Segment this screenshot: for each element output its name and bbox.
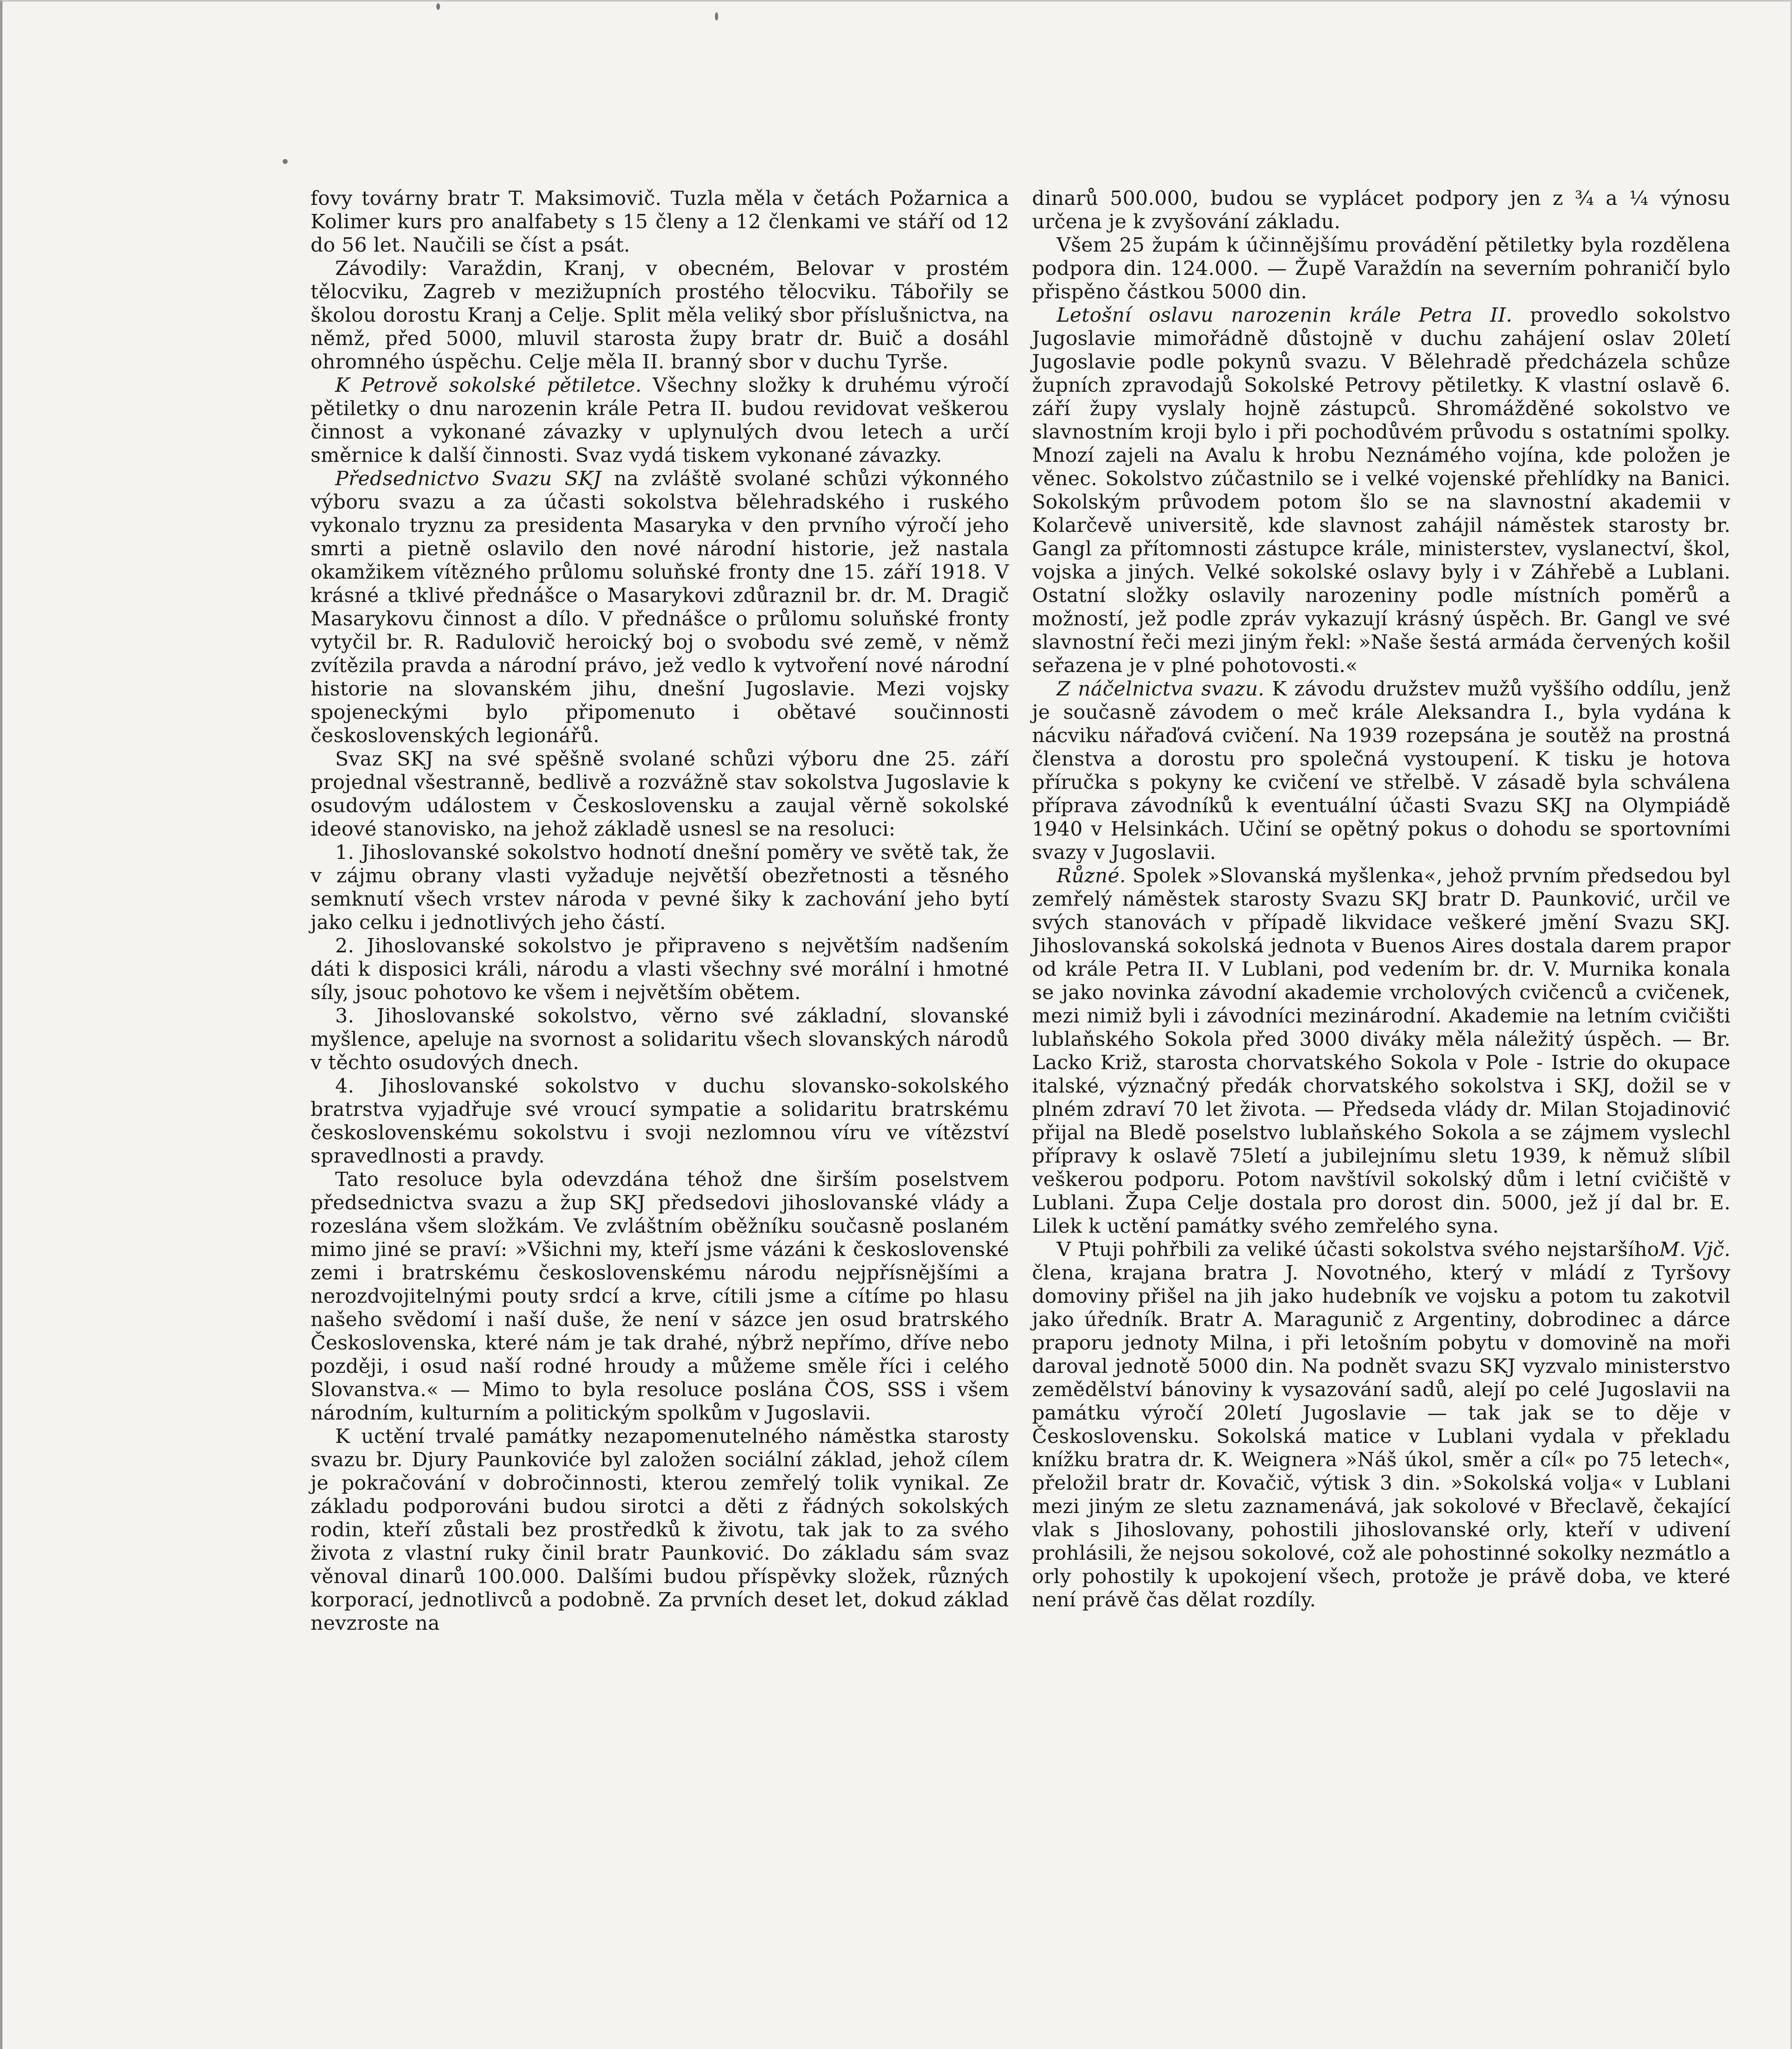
paragraph-text: fovy továrny bratr T. Maksimovič. Tuzla měla v četách Požarnica a Kolimer kurs pro analfabety s 15 členy a 12 členkami ve stáří od 12 do 56 let. Naučili se číst a psát. bbox=[311, 187, 1009, 257]
paragraph bbox=[1032, 234, 1731, 304]
paragraph-text: dinarů 500.000, budou se vyplácet podpory jen z ¾ a ¼ výnosu určena je k zvyšování základu. bbox=[1032, 187, 1731, 233]
paragraph-text: Závodily: Varaždin, Kranj, v obecném, Belovar v prostém tělocviku, Zagreb v mezižupních prostého tělocviku. Tábořily se školou dorostu Kranj a Celje. Split měla veliký sbor příslušnictva, na němž, před 5000, mluvil starosta župy bratr dr. Buič a dosáhl ohromného úspěchu. Celje měla II. branný sbor v duchu Tyrše. bbox=[311, 257, 1009, 373]
paragraph bbox=[311, 257, 1009, 374]
section-lead: Různé. bbox=[1057, 864, 1126, 887]
left-column bbox=[311, 187, 1009, 1635]
paragraph-text: K uctění trvalé památky nezapomenutelného náměstka starosty svazu br. Djury Paunkovićе byl založen sociální základ, jehož cílem je pokračování v dobročinnosti, kterou zemřelý tolik vynikal. Ze základu podporováni budou sirotci a děti z řádných sokolských rodin, kteří zůstali bez prostředků k životu, tak jak to za svého života z vlastní ruky činil bratr Paunković. Do základu sám svaz věnoval dinarů 100.000. Dalšími budou příspěvky složek, různých korporací, jednotlivců a podobně. Za prvních deset let, dokud základ nevzroste na bbox=[311, 1425, 1009, 1635]
paragraph bbox=[311, 1074, 1009, 1168]
paragraph bbox=[311, 374, 1009, 467]
dust-speck bbox=[715, 12, 718, 20]
section-lead: Z náčelnictva svazu. bbox=[1057, 677, 1265, 700]
section-lead: Předsednictvo Svazu SKJ bbox=[335, 467, 601, 490]
paragraph bbox=[311, 841, 1009, 934]
dust-speck bbox=[283, 159, 288, 164]
paragraph-text: Všem 25 župám k účinnějšímu provádění pětiletky byla rozdělena podpora din. 124.000. — Župě Varaždín na severním pohraničí bylo přispěno částkou 5000 din. bbox=[1032, 234, 1731, 303]
paragraph bbox=[311, 1168, 1009, 1425]
section-lead: K Petrově sokolské pětiletce. bbox=[335, 374, 642, 397]
paragraph-text: provedlo sokolstvo Jugoslavie mimořádně důstojně v duchu zahájení oslav 20letí Jugoslavie podle pokynů svazu. V Bělehradě předcházela schůze župních zpravodajů Sokolské Petrovy pětiletky. K vlastní oslavě 6. září župy vyslaly hojně zástupců. Shromážděné sokolstvo ve slavnostním kroji bylo i při pochodůvém průvodu s ostatními spolky. Mnozí zajeli na Avalu k hrobu Neznámého vojína, kde položen je věnec. Sokolstvo zúčastnilo se i velké vojenské přehlídky na Banici. Sokolským průvodem potom šlo se na slavnostní akademii v Kolarčevě universitě, kde slavnost zahájil náměstek starosty br. Gangl za přítomnosti zástupce krále, ministerstev, vyslanectví, škol, vojska a jiných. Velké sokolské oslavy byly i v Záhřebě a Lublani. Ostatní složky oslavily narozeniny podle místních poměrů a možností, jež podle zpráv vykazují krásný úspěch. Br. Gangl ve své slavnostní řeči mezi jiným řekl: »Naše šestá armáda červených košil seřazena je v plné pohotovosti.« bbox=[1032, 304, 1731, 677]
author-signature: M. Vjč. bbox=[1659, 1238, 1731, 1261]
paragraph-text: Tato resoluce byla odevzdána téhož dne širším poselstvem předsednictva svazu a žup SKJ předsedovi jihoslovanské vlády a rozeslána všem složkám. Ve zvláštním oběžníku současně poslaném mimo jiné se praví: »Všichni my, kteří jsme vázáni k československé zemi i bratrskému československému národu nejpřísnějšími a nerozdvojitelnými pouty srdcí a krve, cítili jsme a cítíme po hlasu našeho svědomí i naší duše, že není v sázce jen osud bratrského Československa, které nám je tak drahé, nýbrž nepřímo, dříve nebo později, i osud naší rodné hroudy a můžeme směle říci i celého Slovanstva.« — Mimo to byla resoluce poslána ČOS, SSS i všem národním, kulturním a politickým spolkům v Jugoslavii. bbox=[311, 1168, 1009, 1424]
paragraph-text: 3. Jihoslovanské sokolstvo, věrno své základní, slovanské myšlence, apeluje na svornost a solidaritu všech slovanských národů v těchto osudových dnech. bbox=[311, 1004, 1009, 1074]
paragraph bbox=[311, 467, 1009, 747]
paragraph bbox=[311, 747, 1009, 841]
paragraph-text: Všechny složky k druhému výročí pětiletky o dnu narozenin krále Petra II. budou revidovat veškerou činnost a vykonané závazky v uplynulých dvou letech a určí směrnice k další činnosti. Svaz vydá tiskem vykonané závazky. bbox=[311, 374, 1009, 467]
paragraph bbox=[311, 1004, 1009, 1074]
paragraph bbox=[1032, 304, 1731, 677]
paragraph-text: 4. Jihoslovanské sokolstvo v duchu slovansko-sokolského bratrstva vyjadřuje své vroucí sympatie a solidaritu bratrskému československému sokolstvu i svoji nezlomnou víru ve vítězství spravedlnosti a pravdy. bbox=[311, 1074, 1009, 1168]
paragraph bbox=[311, 934, 1009, 1004]
paragraph-text: Spolek »Slovanská myšlenka«, jehož prvním předsedou byl zemřelý náměstek starosty Svazu SKJ bratr D. Paunković, určil ve svých stanovách v případě likvidace veškeré jmění Svazu SKJ. Jihoslovanská sokolská jednota v Buenos Aires dostala darem prapor od krále Petra II. V Lublani, pod vedením br. dr. V. Murnika konala se jako novinka závodní akademie vrcholových cvičenců a cvičenek, mezi nimiž byli i závodníci mezinárodní. Akademie na letním cvičišti lublaňského Sokola před 3000 diváky měla náležitý úspěch. — Br. Lacko Križ, starosta chorvatského Sokola v Pole - Istrie do okupace italské, význačný předák chorvatského sokolstva i SKJ, dožil se v plném zdraví 70 let života. — Předseda vlády dr. Milan Stojadinović přijal na Bledě poselstvo lublaňského Sokola a se zájmem vyslechl přípravy k oslavě 75letí a jubilejnímu sletu 1939, k němuž slíbil veškerou podporu. Potom navštívil sokolský dům i letní cvičiště v Lublani. Župa Celje dostala pro dorost din. 5000, jež jí dal br. E. Lilek k uctění památky svého zemřelého syna. bbox=[1032, 864, 1731, 1238]
paragraph-text: 1. Jihoslovanské sokolstvo hodnotí dnešní poměry ve světě tak, že v zájmu obrany vlasti vyžaduje největší obezřetnosti a těsného semknutí všech vrstev národa v pevné šiky k zachování jeho bytí jako celku i jednotlivých jeho částí. bbox=[311, 841, 1009, 934]
paragraph-text: 2. Jihoslovanské sokolstvo je připraveno s největším nadšením dáti k disposici králi, národu a vlasti všechny své morální i hmotné síly, jsouc pohotovo ke všem i největším obětem. bbox=[311, 934, 1009, 1004]
section-lead: Letošní oslavu narozenin krále Petra II. bbox=[1057, 304, 1513, 327]
paragraph-text: na zvláště svolané schůzi výkonného výboru svazu a za účasti sokolstva bělehradského i ruského vykonalo tryznu za presidenta Masaryka v den prvního výročí jeho smrti a pietně oslavilo den nové národní historie, jež nastala okamžikem vítězného průlomu soluňské fronty dne 15. září 1918. V krásné a tklivé přednášce o Masarykovi zdůraznil br. dr. M. Dragič Masarykovu činnost a dílo. V přednášce o průlomu soluňské fronty vytyčil br. R. Radulovič heroický boj o svobodu své země, v němž zvítězila pravda a národní právo, jež vedlo k vytvoření nové národní historie na slovanském jihu, dnešní Jugoslavie. Mezi vojsky spojeneckými bylo připomenuto i obětavé součinnosti československých legionářů. bbox=[311, 467, 1009, 747]
paragraph bbox=[1032, 1238, 1731, 1612]
dust-speck bbox=[436, 3, 440, 10]
paragraph bbox=[311, 187, 1009, 257]
right-column bbox=[1032, 187, 1731, 1612]
paragraph-text: K závodu družstev mužů vyššího oddílu, jenž je současně závodem o meč krále Aleksandra I., byla vydána k nácviku nářaďová cvičení. Na 1939 rozepsána je soutěž na prostná členstva a dorostu pro společná vystoupení. K tisku je hotova příručka s pokyny ke cvičení ve střelbě. V zásadě byla schválena příprava závodníků k eventuální účasti Svazu SKJ na Olympiádě 1940 v Helsinkách. Učiní se opětný pokus o dohodu se sportovními svazy v Jugoslavii. bbox=[1032, 677, 1731, 864]
paragraph bbox=[1032, 677, 1731, 864]
paragraph-text: Svaz SKJ na své spěšně svolané schůzi výboru dne 25. září projednal všestranně, bedlivě a rozvážně stav sokolstva Jugoslavie k osudovým událostem v Československu a zaujal věrně sokolské ideové stanovisko, na jehož základě usnesl se na resoluci: bbox=[311, 747, 1009, 840]
paragraph bbox=[1032, 187, 1731, 234]
paragraph bbox=[1032, 864, 1731, 1238]
paragraph-text: V Ptuji pohřbili za veliké účasti sokolstva svého nejstaršího člena, krajana bratra J. Novotného, který v mládí z Tyršovy domoviny přišel na jih jako hudebník ve vojsku a potom tu zakotvil jako úředník. Bratr A. Maragunič z Argentiny, dobrodinec a dárce praporu jednoty Milna, i při letošním pobytu v domovině na moři daroval jednotě 5000 din. Na podnět svazu SKJ vyzvalo ministerstvo zemědělství bánoviny k vysazování sadů, alejí po celé Jugoslavii na památku výročí 20letí Jugoslavie — tak jak se to děje v Československu. Sokolská matice v Lublani vydala v překladu knížku bratra dr. K. Weignera »Náš úkol, směr a cíl« po 75 letech«, přeložil bratr dr. Kovačič, výtisk 3 din. »Sokolská volja« v Lublani mezi jiným ze sletu zaznamenává, jak sokolové v Břeclavě, čekající vlak s Jihoslovany, pohostili jihoslovanské orly, kteří v udivení prohlásili, že nejsou sokolové, což ale pohostinné sokolky nezmátlo a orly pohostily k upokojení všech, protože je právě doba, ve které není právě čas dělat rozdíly. bbox=[1032, 1238, 1731, 1611]
paragraph bbox=[311, 1425, 1009, 1635]
